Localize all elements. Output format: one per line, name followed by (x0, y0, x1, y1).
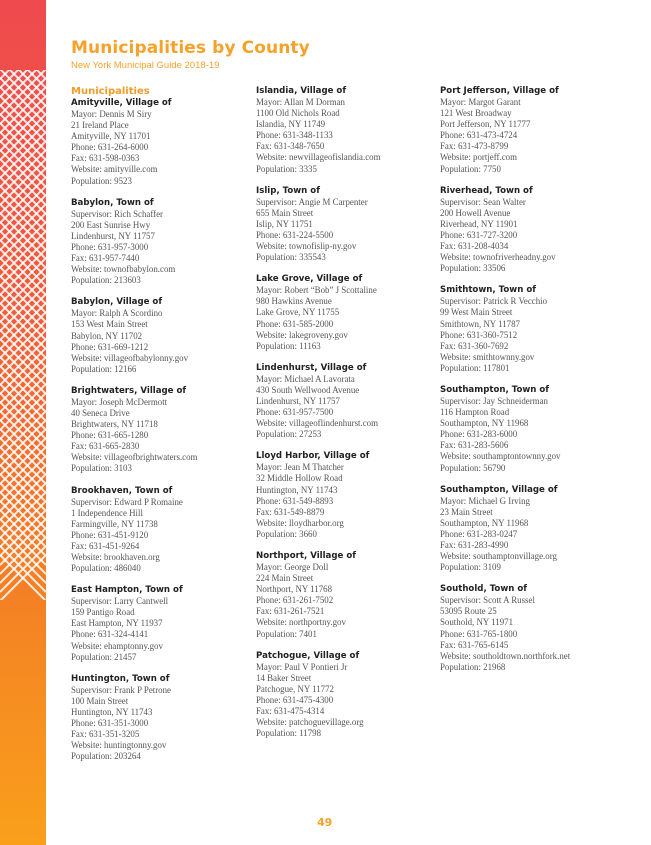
population-line: Population: 3103 (71, 463, 132, 474)
address-line: 40 Seneca Drive (71, 407, 130, 418)
website-link[interactable]: Website: townofriverheadny.gov (440, 252, 556, 263)
municipality-name: Southampton, Village of (440, 484, 558, 495)
population-line: Population: 7401 (256, 628, 317, 639)
population-line: Population: 33506 (440, 263, 506, 274)
website-link[interactable]: Website: townofislip-ny.gov (256, 241, 357, 252)
population-line: Population: 213603 (71, 275, 141, 286)
phone-line: Phone: 631-549-8893 (256, 495, 334, 506)
municipality-entry (71, 486, 246, 575)
address-line: Lindenhurst, NY 11757 (71, 230, 155, 241)
address-line: 21 Ireland Place (71, 120, 129, 131)
fax-line: Fax: 631-208-4034 (440, 241, 509, 252)
official-line: Supervisor: Patrick R Vecchio (440, 296, 548, 307)
municipality-entry (440, 186, 630, 275)
municipality-name: Babylon, Village of (71, 297, 163, 308)
address-line: 99 West Main Street (440, 307, 513, 318)
municipality-name: Brookhaven, Town of (71, 485, 173, 496)
website-link[interactable]: Website: amityville.com (71, 164, 158, 175)
population-line: Population: 9523 (71, 175, 132, 186)
phone-line: Phone: 631-727-3200 (440, 229, 518, 240)
address-line: Huntington, NY 11743 (71, 706, 153, 717)
municipality-name: Smithtown, Town of (440, 285, 536, 296)
municipality-entry (256, 363, 431, 441)
fax-line: Fax: 631-283-5606 (440, 440, 509, 451)
address-line: Southampton, NY 11968 (440, 418, 529, 429)
phone-line: Phone: 631-264-6000 (71, 142, 149, 153)
official-line: Mayor: Jean M Thatcher (256, 462, 344, 473)
official-line: Mayor: Robert “Bob” J Scottaline (256, 285, 377, 296)
address-line: Brightwaters, NY 11718 (71, 419, 158, 430)
website-link[interactable]: Website: townofbabylon.com (71, 264, 176, 275)
municipality-name: Lake Grove, Village of (256, 274, 363, 285)
address-line: Northport, NY 11768 (256, 584, 333, 595)
municipality-name: Port Jefferson, Village of (440, 86, 559, 96)
fax-line: Fax: 631-261-7521 (256, 606, 325, 617)
phone-line: Phone: 631-351-3000 (71, 718, 149, 729)
municipality-entry (440, 485, 630, 574)
address-line: 153 West Main Street (71, 319, 148, 330)
municipality-name: Riverhead, Town of (440, 185, 533, 196)
phone-line: Phone: 631-473-4724 (440, 130, 518, 141)
address-line: 430 South Wellwood Avenue (256, 384, 360, 395)
population-line: Population: 21968 (440, 661, 506, 672)
page-title: Municipalities by County (71, 38, 310, 58)
fax-line: Fax: 631-283-4990 (440, 540, 509, 550)
address-line: Smithtown, NY 11787 (440, 318, 520, 329)
address-line: East Hampton, NY 11937 (71, 618, 163, 629)
municipality-name: East Hampton, Town of (71, 585, 183, 596)
official-line: Mayor: Ralph A Scordino (71, 308, 163, 319)
population-line: Population: 203264 (71, 751, 141, 762)
address-line: Riverhead, NY 11901 (440, 218, 518, 229)
population-line: Population: 12166 (71, 363, 137, 374)
fax-line: Fax: 631-765-6145 (440, 639, 509, 650)
municipality-name: Amityville, Village of (71, 98, 172, 108)
address-line: Islip, NY 11751 (256, 218, 313, 229)
phone-line: Phone: 631-324-4141 (71, 629, 149, 640)
official-line: Supervisor: Rich Schaffer (71, 208, 164, 219)
official-line: Supervisor: Scott A Russel (440, 595, 535, 606)
population-line: Population: 7750 (440, 163, 501, 174)
address-line: 100 Main Street (71, 695, 129, 706)
municipality-name: Northport, Village of (256, 551, 356, 561)
population-line: Population: 335543 (256, 252, 326, 263)
official-line: Supervisor: Sean Walter (440, 196, 526, 207)
population-line: Population: 11163 (256, 340, 321, 351)
municipality-entry (440, 385, 630, 474)
website-link[interactable]: Website: villageoflindenhurst.com (256, 418, 379, 429)
population-line: Population: 11798 (256, 728, 322, 739)
phone-line: Phone: 631-957-3000 (71, 241, 149, 252)
address-line: 159 Pantigo Road (71, 607, 135, 618)
address-line: Farmingville, NY 11738 (71, 518, 158, 529)
page-number: 49 (317, 816, 333, 829)
municipality-name: Islip, Town of (256, 185, 320, 196)
municipality-entry (71, 297, 246, 375)
population-line: Population: 3335 (256, 163, 317, 174)
fax-line: Fax: 631-957-7440 (71, 253, 140, 264)
address-line: 121 West Broadway (440, 108, 512, 119)
municipality-entry (440, 285, 630, 374)
address-line: 224 Main Street (256, 573, 314, 584)
directory-column-2 (256, 86, 431, 739)
municipality-name: Lloyd Harbor, Village of (256, 451, 370, 462)
address-line: 14 Baker Street (256, 672, 312, 683)
municipality-name: Patchogue, Village of (256, 650, 360, 661)
official-line: Supervisor: Larry Cantwell (71, 596, 169, 607)
official-line: Mayor: Margot Garant (440, 97, 521, 107)
website-link[interactable]: Website: villageofbrightwaters.com (71, 452, 198, 463)
address-line: 32 Middle Hollow Road (256, 473, 343, 484)
phone-line: Phone: 631-669-1212 (71, 341, 149, 352)
website-link[interactable]: Website: lloydharbor.org (256, 517, 344, 528)
website-link[interactable]: Website: southamptontownny.gov (440, 451, 561, 462)
address-line: 23 Main Street (440, 506, 493, 517)
official-line: Mayor: Michael A Lavorata (256, 373, 355, 384)
address-line: 1 Independence Hill (71, 507, 143, 518)
municipality-entry (256, 274, 431, 352)
address-line: Lindenhurst, NY 11757 (256, 395, 340, 406)
municipality-entry (256, 551, 431, 640)
fax-line: Fax: 631-475-4314 (256, 706, 325, 717)
website-link[interactable]: Website: patchoguevillage.org (256, 717, 364, 728)
municipality-name: Babylon, Town of (71, 197, 154, 208)
address-line: 116 Hampton Road (440, 407, 510, 418)
phone-line: Phone: 631-283-0247 (440, 528, 518, 539)
website-link[interactable]: Website: portjeff.com (440, 152, 518, 163)
municipality-name: Southampton, Town of (440, 384, 550, 395)
directory-column-3 (440, 86, 630, 673)
phone-line: Phone: 631-957-7500 (256, 407, 334, 418)
official-line: Mayor: George Doll (256, 562, 329, 572)
municipality-entry (256, 86, 431, 175)
fax-line: Fax: 631-451-9264 (71, 540, 140, 551)
official-line: Mayor: Michael G Irving (440, 495, 530, 506)
website-link[interactable]: Website: huntingtonny.gov (71, 740, 167, 751)
official-line: Mayor: Paul V Pontieri Jr (256, 661, 348, 672)
address-line: 1100 Old Nichols Road (256, 108, 340, 119)
lattice-pattern-graphic (0, 0, 46, 845)
fax-line: Fax: 631-473-8799 (440, 141, 509, 152)
population-line: Population: 27253 (256, 429, 322, 440)
directory-column-1 (71, 86, 246, 762)
phone-line: Phone: 631-224-5500 (256, 229, 334, 240)
address-line: Lake Grove, NY 11755 (256, 307, 340, 318)
phone-line: Phone: 631-360-7512 (440, 329, 518, 340)
municipality-entry (71, 674, 246, 763)
population-line: Population: 3660 (256, 528, 317, 539)
official-line: Supervisor: Frank P Petrone (71, 684, 171, 695)
municipality-name: Huntington, Town of (71, 673, 170, 684)
address-line: 200 East Sunrise Hwy (71, 219, 151, 230)
municipality-entry (256, 451, 431, 540)
official-line: Supervisor: Angie M Carpenter (256, 196, 368, 207)
address-line: Southold, NY 11971 (440, 617, 514, 628)
population-line: Population: 486040 (71, 563, 141, 574)
population-line: Population: 3109 (440, 562, 501, 573)
address-line: Huntington, NY 11743 (256, 484, 338, 495)
municipality-entry (256, 651, 431, 740)
population-line: Population: 21457 (71, 651, 137, 662)
municipality-entry (256, 186, 431, 264)
phone-line: Phone: 631-765-1800 (440, 628, 518, 639)
phone-line: Phone: 631-261-7502 (256, 595, 334, 606)
phone-line: Phone: 631-585-2000 (256, 318, 334, 329)
municipality-name: Islandia, Village of (256, 86, 347, 96)
website-link[interactable]: Website: newvillageofislandia.com (256, 152, 381, 163)
address-line: Southampton, NY 11968 (440, 517, 529, 528)
website-link[interactable]: Website: southamptonvillage.org (440, 551, 557, 562)
page-subtitle: New York Municipal Guide 2018-19 (71, 60, 220, 71)
section-heading: Municipalities (71, 86, 150, 97)
municipality-name: Lindenhurst, Village of (256, 362, 367, 373)
municipality-entry (71, 98, 246, 187)
official-line: Supervisor: Edward P Romaine (71, 496, 183, 507)
website-link[interactable]: Website: lakegroveny.gov (256, 329, 348, 340)
fax-line: Fax: 631-348-7650 (256, 141, 325, 152)
address-line: 980 Hawkins Avenue (256, 296, 332, 307)
municipality-entry (71, 386, 246, 475)
address-line: 200 Howell Avenue (440, 207, 511, 218)
phone-line: Phone: 631-665-1280 (71, 430, 149, 441)
phone-line: Phone: 631-348-1133 (256, 130, 333, 141)
municipality-entry (71, 585, 246, 663)
phone-line: Phone: 631-283-6000 (440, 429, 518, 440)
fax-line: Fax: 631-598-0363 (71, 153, 140, 164)
address-line: Patchogue, NY 11772 (256, 683, 334, 694)
official-line: Mayor: Joseph McDermott (71, 396, 168, 407)
address-line: Babylon, NY 11702 (71, 330, 143, 341)
municipality-entry (440, 86, 630, 175)
fax-line: Fax: 631-360-7692 (440, 340, 509, 351)
website-link[interactable]: Website: ehamptonny.gov (71, 640, 163, 651)
address-line: Port Jefferson, NY 11777 (440, 119, 531, 130)
municipality-name: Southold, Town of (440, 584, 528, 595)
fax-line: Fax: 631-351-3205 (71, 729, 140, 740)
official-line: Mayor: Allan M Dorman (256, 97, 345, 107)
phone-line: Phone: 631-451-9120 (71, 529, 149, 540)
fax-line: Fax: 631-665-2830 (71, 441, 140, 452)
website-link[interactable]: Website: southoldtown.northfork.net (440, 650, 571, 661)
municipality-entry (440, 584, 630, 673)
decorative-sidebar (0, 0, 46, 845)
address-line: 655 Main Street (256, 207, 314, 218)
address-line: Islandia, NY 11749 (256, 119, 326, 130)
official-line: Mayor: Dennis M Siry (71, 109, 152, 119)
website-link[interactable]: Website: northportny.gov (256, 617, 346, 628)
address-line: Amityville, NY 11701 (71, 131, 151, 142)
phone-line: Phone: 631-475-4300 (256, 694, 334, 705)
website-link[interactable]: Website: smithtownny.gov (440, 351, 535, 362)
address-line: 53095 Route 25 (440, 606, 497, 617)
municipality-entry (71, 198, 246, 287)
website-link[interactable]: Website: villageofbabylonny.gov (71, 352, 189, 363)
population-line: Population: 117801 (440, 362, 510, 373)
website-link[interactable]: Website: brookhaven.org (71, 552, 160, 562)
population-line: Population: 56790 (440, 462, 506, 473)
municipality-name: Brightwaters, Village of (71, 385, 187, 396)
fax-line: Fax: 631-549-8879 (256, 506, 325, 517)
official-line: Supervisor: Jay Schneiderman (440, 395, 548, 406)
